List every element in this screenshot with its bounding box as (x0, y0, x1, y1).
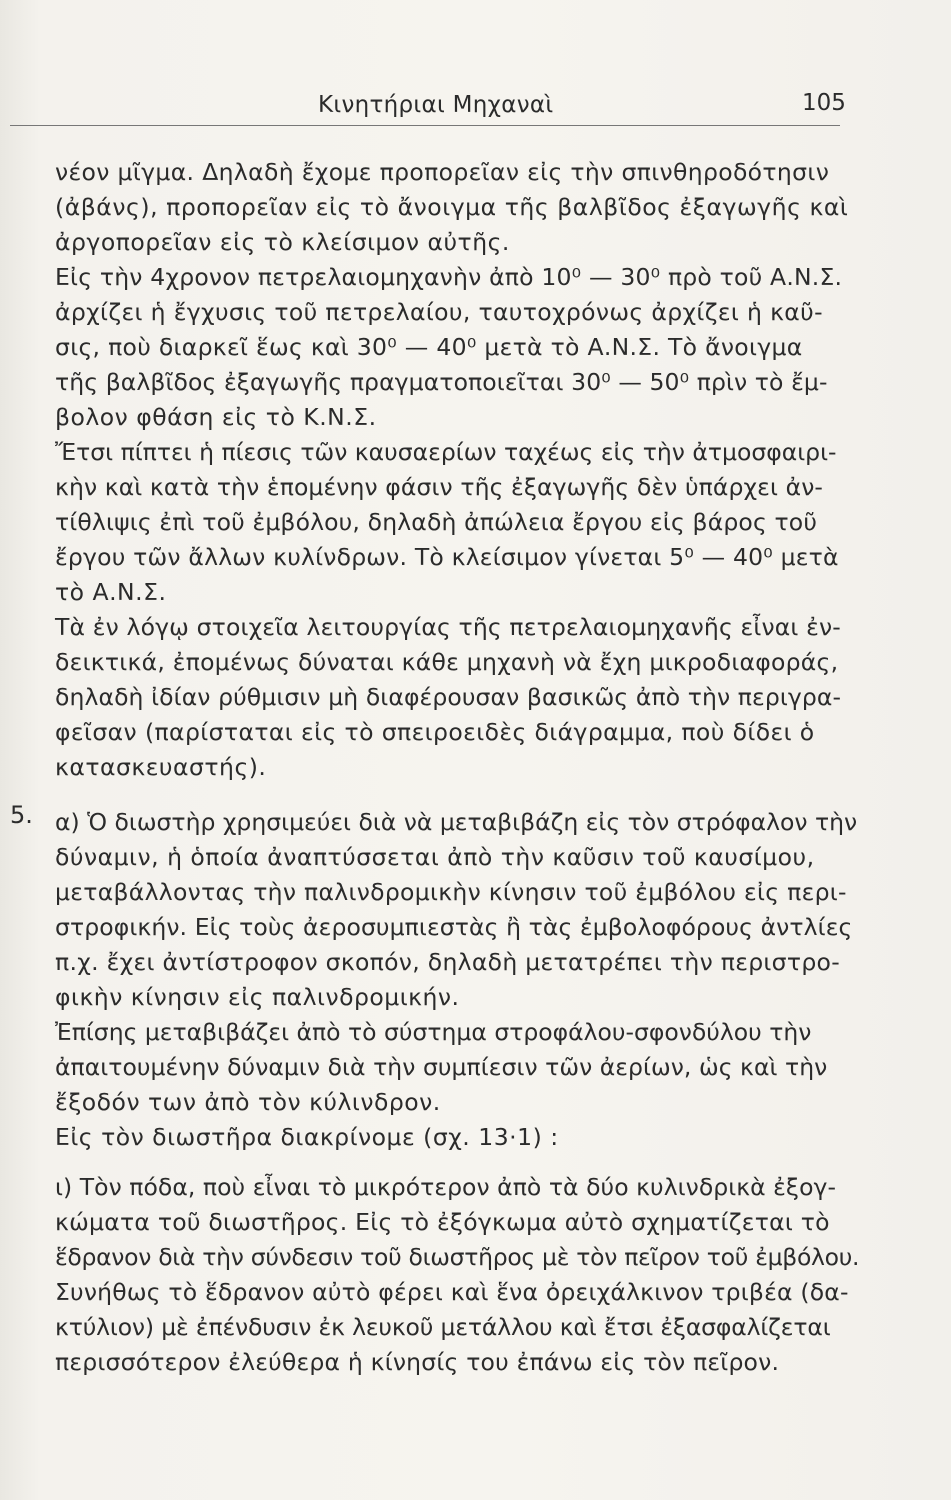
text-line: Ἔτσι πίπτει ἡ πίεσις τῶν καυσαερίων ταχέως εἰς τὴν ἀτμοσφαιρι- (55, 438, 837, 466)
text-line: ἔργου τῶν ἄλλων κυλίνδρων. Τὸ κλείσιμον γίνεται 5⁰ — 40⁰ μετὰ (55, 543, 839, 571)
text-line: Ἐπίσης μεταβιβάζει ἀπὸ τὸ σύστημα στροφάλου-σφονδύλου τὴν (55, 1018, 812, 1046)
text-line: φεῖσαν (παρίσταται εἰς τὸ σπειροειδὲς διάγραμμα, ποὺ δίδει ὁ (55, 718, 815, 746)
section-number: 5. (10, 801, 33, 829)
text-line: ἔξοδόν των ἀπὸ τὸν κύλινδρον. (55, 1088, 441, 1116)
text-line: δεικτικά, ἐπομένως δύναται κάθε μηχανὴ νὰ ἔχη μικροδιαφοράς, (55, 648, 839, 676)
text-line: π.χ. ἔχει ἀντίστροφον σκοπόν, δηλαδὴ μετατρέπει τὴν περιστρο- (55, 948, 840, 976)
text-line: κτύλιον) μὲ ἐπένδυσιν ἐκ λευκοῦ μετάλλου καὶ ἔτσι ἐξασφαλίζεται (55, 1313, 831, 1341)
text-line: Εἰς τὴν 4χρονον πετρελαιομηχανὴν ἀπὸ 10⁰ — 30⁰ πρὸ τοῦ Α.Ν.Σ. (55, 263, 843, 291)
running-header (0, 88, 951, 124)
text-line: (ἀβάνς), προπορεῖαν εἰς τὸ ἄνοιγμα τῆς βαλβῖδος ἐξαγωγῆς καὶ (55, 193, 849, 221)
text-line: ἕδρανον διὰ τὴν σύνδεσιν τοῦ διωστῆρος μὲ τὸν πεῖρον τοῦ ἐμβόλου. (55, 1243, 860, 1271)
text-line: Συνήθως τὸ ἕδρανον αὐτὸ φέρει καὶ ἕνα ὀρειχάλκινον τριβέα (δα- (55, 1278, 849, 1306)
text-line: τὸ Α.Ν.Σ. (55, 578, 167, 606)
text-line: φικὴν κίνησιν εἰς παλινδρομικήν. (55, 983, 460, 1011)
text-line: βολον φθάση εἰς τὸ Κ.Ν.Σ. (55, 403, 377, 431)
text-line: ἀργοπορεῖαν εἰς τὸ κλείσιμον αὐτῆς. (55, 228, 510, 256)
header-rule (10, 125, 840, 126)
text-line: κὴν καὶ κατὰ τὴν ἑπομένην φάσιν τῆς ἐξαγωγῆς δὲν ὑπάρχει ἀν- (55, 473, 824, 501)
text-line: περισσότερον ἐλεύθερα ἡ κίνησίς του ἐπάνω εἰς τὸν πεῖρον. (55, 1348, 780, 1376)
text-line: τίθλιψις ἐπὶ τοῦ ἐμβόλου, δηλαδὴ ἀπώλεια ἔργου εἰς βάρος τοῦ (55, 508, 818, 536)
text-line: κατασκευαστής). (55, 753, 267, 781)
text-line: στροφικήν. Εἰς τοὺς ἀεροσυμπιεστὰς ἢ τὰς ἐμβολοφόρους ἀντλίες (55, 913, 853, 941)
text-line: ι) Τὸν πόδα, ποὺ εἶναι τὸ μικρότερον ἀπὸ τὰ δύο κυλινδρικὰ ἐξογ- (55, 1173, 837, 1201)
text-line: Εἰς τὸν διωστῆρα διακρίνομε (σχ. 13·1) : (55, 1123, 559, 1151)
text-line: δύναμιν, ἡ ὁποία ἀναπτύσσεται ἀπὸ τὴν καῦσιν τοῦ καυσίμου, (55, 843, 815, 871)
text-line: σις, ποὺ διαρκεῖ ἕως καὶ 30⁰ — 40⁰ μετὰ τὸ Α.Ν.Σ. Τὸ ἄνοιγμα (55, 333, 803, 361)
text-line: ἀπαιτουμένην δύναμιν διὰ τὴν συμπίεσιν τῶν ἀερίων, ὡς καὶ τὴν (55, 1053, 828, 1081)
text-line: α) Ὁ διωστὴρ χρησιμεύει διὰ νὰ μεταβιβάζη εἰς τὸν στρόφαλον τὴν (55, 808, 858, 836)
text-line: νέον μῖγμα. Δηλαδὴ ἔχομε προπορεῖαν εἰς τὴν σπινθηροδότησιν (55, 158, 830, 186)
text-line: Τὰ ἐν λόγῳ στοιχεῖα λειτουργίας τῆς πετρελαιομηχανῆς εἶναι ἐν- (55, 613, 841, 641)
running-title: Κινητήριαι Μηχαναὶ (318, 92, 554, 118)
text-line: κώματα τοῦ διωστῆρος. Εἰς τὸ ἐξόγκωμα αὐτὸ σχηματίζεται τὸ (55, 1208, 830, 1236)
text-line: μεταβάλλοντας τὴν παλινδρομικὴν κίνησιν τοῦ ἐμβόλου εἰς περι- (55, 878, 847, 906)
text-line: ἀρχίζει ἡ ἔγχυσις τοῦ πετρελαίου, ταυτοχρόνως ἀρχίζει ἡ καῦ- (55, 298, 823, 326)
page-number: 105 (802, 90, 846, 116)
text-line: τῆς βαλβῖδος ἐξαγωγῆς πραγματοποιεῖται 30⁰ — 50⁰ πρὶν τὸ ἔμ- (55, 368, 828, 396)
text-line: δηλαδὴ ἰδίαν ρύθμισιν μὴ διαφέρουσαν βασικῶς ἀπὸ τὴν περιγρα- (55, 683, 842, 711)
